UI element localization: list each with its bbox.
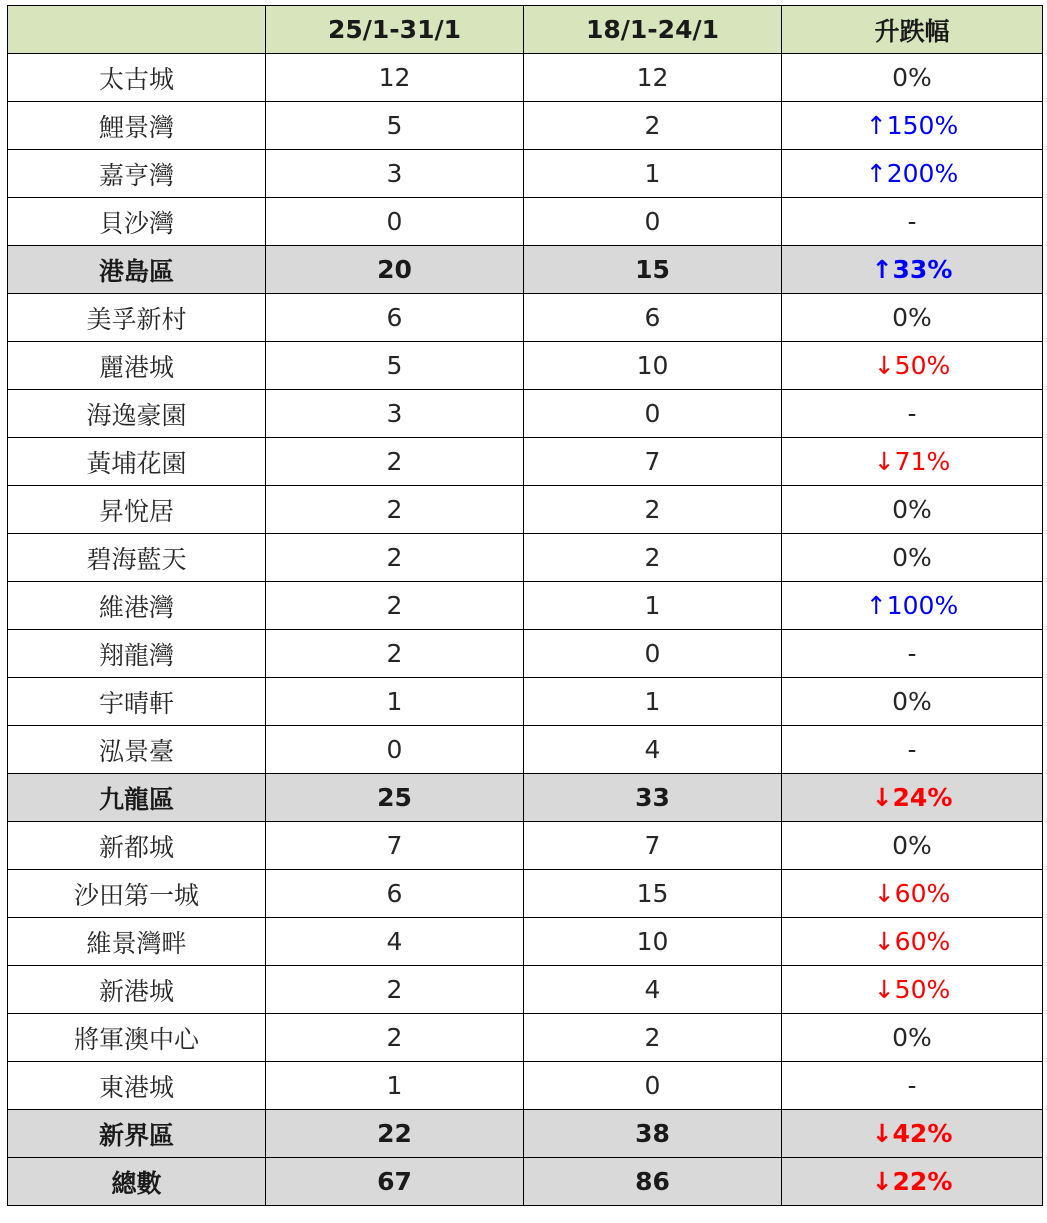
estate-transactions-table	[7, 5, 1043, 1206]
estate-name-cell: 泓景臺	[8, 726, 266, 774]
change-cell: -	[782, 726, 1043, 774]
current-week-cell: 6	[266, 294, 524, 342]
table-row	[8, 150, 1043, 198]
table-row	[8, 678, 1043, 726]
table-row	[8, 870, 1043, 918]
change-cell: -	[782, 390, 1043, 438]
table-row	[8, 918, 1043, 966]
current-week-cell: 3	[266, 390, 524, 438]
estate-name-cell: 新界區	[8, 1110, 266, 1158]
current-week-cell: 1	[266, 1062, 524, 1110]
current-week-cell: 2	[266, 582, 524, 630]
table-row	[8, 54, 1043, 102]
change-cell: 0%	[782, 486, 1043, 534]
change-cell: ↓42%	[782, 1110, 1043, 1158]
current-week-cell: 2	[266, 966, 524, 1014]
table-row	[8, 102, 1043, 150]
previous-week-cell: 6	[524, 294, 782, 342]
current-week-cell: 12	[266, 54, 524, 102]
previous-week-cell: 2	[524, 1014, 782, 1062]
table-row	[8, 582, 1043, 630]
estate-name-cell: 太古城	[8, 54, 266, 102]
current-week-cell: 22	[266, 1110, 524, 1158]
change-cell: 0%	[782, 54, 1043, 102]
estate-name-cell: 維景灣畔	[8, 918, 266, 966]
previous-week-cell: 86	[524, 1158, 782, 1206]
estate-name-cell: 將軍澳中心	[8, 1014, 266, 1062]
table-row	[8, 1062, 1043, 1110]
change-cell: 0%	[782, 294, 1043, 342]
change-cell: 0%	[782, 678, 1043, 726]
change-cell: ↑150%	[782, 102, 1043, 150]
previous-week-cell: 7	[524, 822, 782, 870]
current-week-cell: 2	[266, 486, 524, 534]
current-week-cell: 6	[266, 870, 524, 918]
change-cell: -	[782, 198, 1043, 246]
estate-name-cell: 貝沙灣	[8, 198, 266, 246]
estate-name-cell: 宇晴軒	[8, 678, 266, 726]
header-change: 升跌幅	[782, 6, 1043, 54]
subtotal-row	[8, 246, 1043, 294]
current-week-cell: 2	[266, 1014, 524, 1062]
table-row	[8, 342, 1043, 390]
previous-week-cell: 10	[524, 342, 782, 390]
current-week-cell: 5	[266, 102, 524, 150]
current-week-cell: 7	[266, 822, 524, 870]
previous-week-cell: 0	[524, 630, 782, 678]
change-cell: 0%	[782, 822, 1043, 870]
table-row	[8, 294, 1043, 342]
table-row	[8, 966, 1043, 1014]
estate-name-cell: 新都城	[8, 822, 266, 870]
change-cell: ↓50%	[782, 342, 1043, 390]
header-previous-week: 18/1-24/1	[524, 6, 782, 54]
current-week-cell: 3	[266, 150, 524, 198]
previous-week-cell: 2	[524, 486, 782, 534]
current-week-cell: 4	[266, 918, 524, 966]
estate-name-cell: 總數	[8, 1158, 266, 1206]
change-cell: ↓71%	[782, 438, 1043, 486]
change-cell: -	[782, 630, 1043, 678]
previous-week-cell: 15	[524, 246, 782, 294]
estate-name-cell: 海逸豪園	[8, 390, 266, 438]
current-week-cell: 5	[266, 342, 524, 390]
estate-name-cell: 東港城	[8, 1062, 266, 1110]
current-week-cell: 2	[266, 630, 524, 678]
previous-week-cell: 0	[524, 390, 782, 438]
table-row	[8, 630, 1043, 678]
previous-week-cell: 1	[524, 582, 782, 630]
previous-week-cell: 0	[524, 198, 782, 246]
previous-week-cell: 1	[524, 150, 782, 198]
transactions-table-wrapper	[7, 5, 1043, 1206]
subtotal-row	[8, 1110, 1043, 1158]
estate-name-cell: 美孚新村	[8, 294, 266, 342]
previous-week-cell: 33	[524, 774, 782, 822]
subtotal-row	[8, 774, 1043, 822]
estate-name-cell: 翔龍灣	[8, 630, 266, 678]
previous-week-cell: 0	[524, 1062, 782, 1110]
table-row	[8, 822, 1043, 870]
table-body	[8, 54, 1043, 1206]
current-week-cell: 2	[266, 438, 524, 486]
previous-week-cell: 12	[524, 54, 782, 102]
current-week-cell: 67	[266, 1158, 524, 1206]
change-cell: ↓60%	[782, 918, 1043, 966]
change-cell: ↑33%	[782, 246, 1043, 294]
change-cell: ↑100%	[782, 582, 1043, 630]
header-row	[8, 6, 1043, 54]
estate-name-cell: 沙田第一城	[8, 870, 266, 918]
current-week-cell: 1	[266, 678, 524, 726]
current-week-cell: 25	[266, 774, 524, 822]
previous-week-cell: 10	[524, 918, 782, 966]
estate-name-cell: 碧海藍天	[8, 534, 266, 582]
previous-week-cell: 7	[524, 438, 782, 486]
change-cell: 0%	[782, 1014, 1043, 1062]
table-row	[8, 438, 1043, 486]
estate-name-cell: 麗港城	[8, 342, 266, 390]
table-row	[8, 1014, 1043, 1062]
current-week-cell: 0	[266, 726, 524, 774]
total-row	[8, 1158, 1043, 1206]
previous-week-cell: 4	[524, 966, 782, 1014]
estate-name-cell: 維港灣	[8, 582, 266, 630]
change-cell: ↓60%	[782, 870, 1043, 918]
current-week-cell: 0	[266, 198, 524, 246]
previous-week-cell: 2	[524, 534, 782, 582]
estate-name-cell: 嘉亨灣	[8, 150, 266, 198]
change-cell: 0%	[782, 534, 1043, 582]
previous-week-cell: 15	[524, 870, 782, 918]
estate-name-cell: 九龍區	[8, 774, 266, 822]
table-row	[8, 534, 1043, 582]
table-row	[8, 726, 1043, 774]
previous-week-cell: 4	[524, 726, 782, 774]
change-cell: ↓24%	[782, 774, 1043, 822]
header-estate	[8, 6, 266, 54]
estate-name-cell: 黃埔花園	[8, 438, 266, 486]
table-header	[8, 6, 1043, 54]
current-week-cell: 2	[266, 534, 524, 582]
estate-name-cell: 新港城	[8, 966, 266, 1014]
change-cell: ↓22%	[782, 1158, 1043, 1206]
previous-week-cell: 2	[524, 102, 782, 150]
table-row	[8, 390, 1043, 438]
previous-week-cell: 1	[524, 678, 782, 726]
estate-name-cell: 昇悅居	[8, 486, 266, 534]
table-row	[8, 486, 1043, 534]
change-cell: -	[782, 1062, 1043, 1110]
change-cell: ↓50%	[782, 966, 1043, 1014]
header-current-week: 25/1-31/1	[266, 6, 524, 54]
change-cell: ↑200%	[782, 150, 1043, 198]
estate-name-cell: 港島區	[8, 246, 266, 294]
previous-week-cell: 38	[524, 1110, 782, 1158]
estate-name-cell: 鯉景灣	[8, 102, 266, 150]
current-week-cell: 20	[266, 246, 524, 294]
table-row	[8, 198, 1043, 246]
